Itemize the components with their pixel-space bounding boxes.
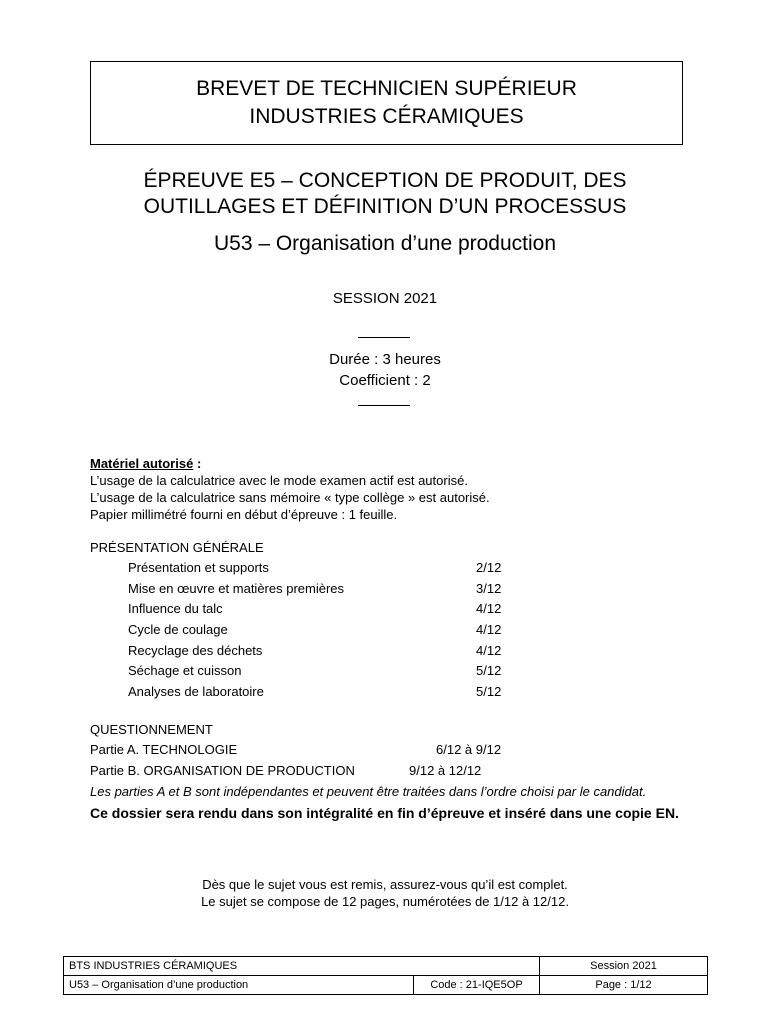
toc-row xyxy=(90,683,690,704)
part-a-label: Partie A. TECHNOLOGIE xyxy=(90,742,238,757)
part-a-row xyxy=(90,741,690,762)
header-line-1: BREVET DE TECHNICIEN SUPÉRIEUR xyxy=(196,77,577,100)
separator-rule-bottom xyxy=(358,405,410,406)
authorized-material-heading-text: Matériel autorisé xyxy=(90,456,194,471)
unit-title: U53 – Organisation d’une production xyxy=(213,232,557,255)
toc-page: 5/12 xyxy=(476,684,502,700)
toc-label: Cycle de coulage xyxy=(128,622,228,638)
material-line-1: L’usage de la calculatrice avec le mode examen actif est autorisé. xyxy=(90,473,468,488)
toc-label: Mise en œuvre et matières premières xyxy=(128,580,345,596)
general-presentation-section xyxy=(90,539,690,704)
part-a-pages: 6/12 à 9/12 xyxy=(436,742,502,757)
coefficient-text: Coefficient : 2 xyxy=(339,372,431,389)
exam-title xyxy=(60,168,710,220)
material-line-2: L’usage de la calculatrice sans mémoire « type collège » est autorisé. xyxy=(90,490,490,505)
toc-page: 4/12 xyxy=(476,642,502,658)
footer-row-1 xyxy=(64,957,708,976)
authorized-material-section xyxy=(90,455,490,523)
duration-block xyxy=(60,349,710,391)
return-dossier-note: Ce dossier sera rendu dans son intégralité en fin d’épreuve et inséré dans une copie EN. xyxy=(90,805,679,821)
footer-page-number: Page : 1/12 xyxy=(540,976,708,995)
toc-label: Influence du talc xyxy=(128,601,223,617)
header-line-2: INDUSTRIES CÉRAMIQUES xyxy=(249,105,524,128)
parts-independence-note: Les parties A et B sont indépendantes et peuvent être traitées dans l’ordre choisi par le candidat. xyxy=(90,784,647,799)
material-line-3: Papier millimétré fourni en début d’épreuve : 1 feuille. xyxy=(90,507,398,522)
toc-row xyxy=(90,559,690,580)
toc-row xyxy=(90,642,690,663)
footer-row-2 xyxy=(64,976,708,995)
questions-section xyxy=(90,721,690,823)
completeness-note-line-1: Dès que le sujet vous est remis, assurez-vous qu’il est complet. xyxy=(202,877,568,892)
footer-title: BTS INDUSTRIES CÉRAMIQUES xyxy=(64,957,540,976)
completeness-note xyxy=(60,876,710,910)
toc-label: Recyclage des déchets xyxy=(128,642,263,658)
toc-page: 5/12 xyxy=(476,663,502,679)
footer-session: Session 2021 xyxy=(540,957,708,976)
exam-title-line-2: OUTILLAGES ET DÉFINITION D’UN PROCESSUS xyxy=(143,195,627,218)
footer-code: Code : 21-IQE5OP xyxy=(414,976,540,995)
toc-row xyxy=(90,621,690,642)
footer-unit: U53 – Organisation d’une production xyxy=(64,976,414,995)
part-b-row xyxy=(90,762,690,783)
exam-title-line-1: ÉPREUVE E5 – CONCEPTION DE PRODUIT, DES xyxy=(143,169,627,192)
part-b-pages: 9/12 à 12/12 xyxy=(409,763,482,778)
session-label: SESSION 2021 xyxy=(332,290,438,307)
questions-heading: QUESTIONNEMENT xyxy=(90,722,213,737)
separator-rule-top xyxy=(358,337,410,338)
toc-page: 3/12 xyxy=(476,580,502,596)
toc-label: Séchage et cuisson xyxy=(128,663,242,679)
toc-row xyxy=(90,662,690,683)
toc-label: Présentation et supports xyxy=(128,560,269,575)
part-b-label: Partie B. ORGANISATION DE PRODUCTION xyxy=(90,763,355,778)
toc-page: 2/12 xyxy=(476,560,502,575)
toc-page: 4/12 xyxy=(476,622,502,638)
header-title-box xyxy=(90,61,683,145)
toc-page: 4/12 xyxy=(476,601,502,617)
completeness-note-line-2: Le sujet se compose de 12 pages, numérotées de 1/12 à 12/12. xyxy=(201,894,569,909)
authorized-material-heading xyxy=(90,455,490,472)
toc-label: Analyses de laboratoire xyxy=(128,684,264,700)
toc-row xyxy=(90,600,690,621)
authorized-material-heading-colon: : xyxy=(193,456,202,471)
footer-table xyxy=(63,956,708,995)
duration-text: Durée : 3 heures xyxy=(329,351,441,368)
toc-row xyxy=(90,580,690,601)
presentation-heading: PRÉSENTATION GÉNÉRALE xyxy=(90,540,264,555)
